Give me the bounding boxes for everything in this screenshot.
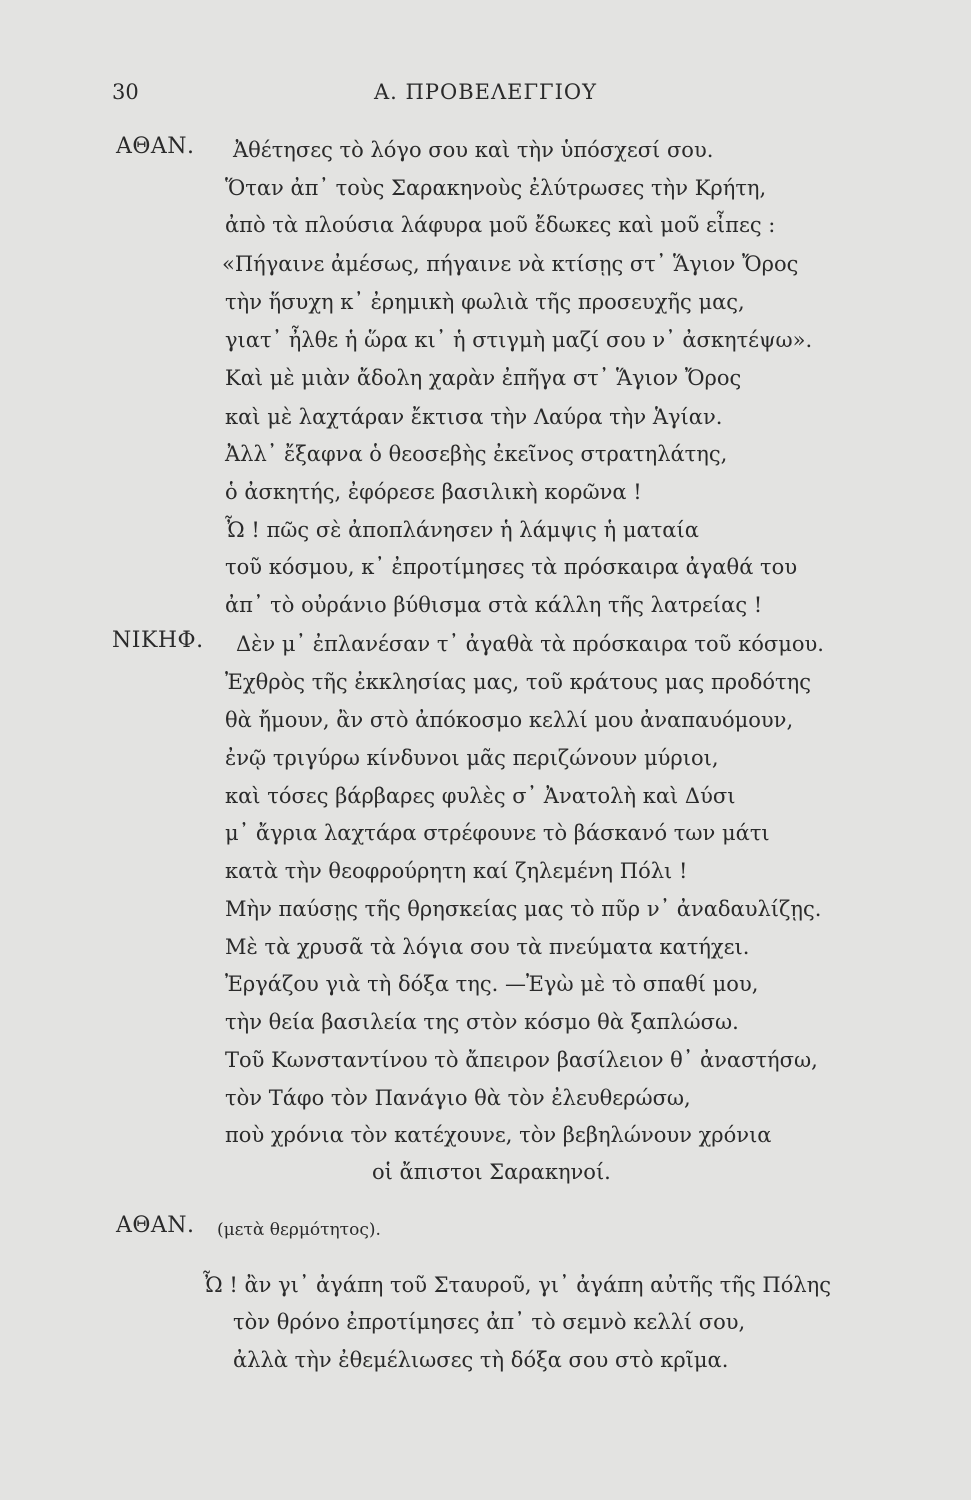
verse-line: τὴν θεία βασιλεία της στὸν κόσμο θὰ ξαπλώσω. xyxy=(225,1010,739,1034)
running-title: Α. ΠΡΟΒΕΛΕΓΓΙΟΥ xyxy=(374,80,597,104)
verse-line: Ἐχθρὸς τῆς ἐκκλησίας μας, τοῦ κράτους μας προδότης xyxy=(225,670,812,694)
speaker-label: ΑΘΑΝ. xyxy=(116,134,195,159)
verse-line: Ἀθέτησες τὸ λόγο σου καὶ τὴν ὑπόσχεσί σου. xyxy=(233,138,714,162)
verse-line: μ᾽ ἄγρια λαχτάρα στρέφουνε τὸ βάσκανό των μάτι xyxy=(225,821,770,845)
page-number: 30 xyxy=(112,80,139,104)
speaker-label: ΝΙΚΗΦ. xyxy=(112,628,204,653)
verse-line: Ὦ ! πῶς σὲ ἀποπλάνησεν ἡ λάμψις ἡ ματαία xyxy=(225,518,699,542)
verse-line: Ἐργάζου γιὰ τὴ δόξα της. —Ἐγὼ μὲ τὸ σπαθί μου, xyxy=(225,972,759,996)
verse-line: Τοῦ Κωνσταντίνου τὸ ἄπειρον βασίλειον θ᾽ ἀναστήσω, xyxy=(225,1048,818,1072)
verse-line: ἐνῷ τριγύρω κίνδυνοι μᾶς περιζώνουν μύριοι, xyxy=(225,746,719,770)
verse-line: ὁ ἀσκητής, ἐφόρεσε βασιλικὴ κορῶνα ! xyxy=(225,480,642,504)
verse-line: ἀλλὰ τὴν ἐθεμέλιωσες τὴ δόξα σου στὸ κρῖμα. xyxy=(233,1348,729,1372)
verse-line: τὸν θρόνο ἐπροτίμησες ἀπ᾽ τὸ σεμνὸ κελλί σου, xyxy=(233,1310,746,1334)
verse-line: Δὲν μ᾽ ἐπλανέσαν τ᾽ ἀγαθὰ τὰ πρόσκαιρα τοῦ κόσμου. xyxy=(236,632,824,656)
verse-line: Ὦ ! ἂν γι᾽ ἀγάπη τοῦ Σταυροῦ, γι᾽ ἀγάπη αὐτῆς τῆς Πόλης xyxy=(203,1273,832,1297)
verse-line: τὸν Τάφο τὸν Πανάγιο θὰ τὸν ἐλευθερώσω, xyxy=(225,1086,691,1110)
verse-line: Μὴν παύσῃς τῆς θρησκείας μας τὸ πῦρ ν᾽ ἀναδαυλίζῃς. xyxy=(225,897,822,921)
verse-line: ἀπ᾽ τὸ οὐράνιο βύθισμα στὰ κάλλη τῆς λατρείας ! xyxy=(225,593,763,617)
verse-line: τὴν ἥσυχη κ᾽ ἐρημικὴ φωλιὰ τῆς προσευχῆς μας, xyxy=(225,290,745,314)
verse-line: τοῦ κόσμου, κ᾽ ἐπροτίμησες τὰ πρόσκαιρα ἀγαθά του xyxy=(225,555,798,579)
verse-line: θὰ ἤμουν, ἂν στὸ ἀπόκοσμο κελλί μου ἀναπαυόμουν, xyxy=(225,708,794,732)
verse-line: Ἀλλ᾽ ἔξαφνα ὁ θεοσεβὴς ἐκεῖνος στρατηλάτης, xyxy=(225,442,728,466)
verse-line: Καὶ μὲ μιὰν ἄδολη χαρὰν ἐπῆγα στ᾽ Ἅγιον Ὄρος xyxy=(225,366,742,390)
verse-line: κατὰ τὴν θεοφρούρητη καί ζηλεμένη Πόλι ! xyxy=(225,859,688,883)
verse-line: γιατ᾽ ἦλθε ἡ ὥρα κι᾽ ἡ στιγμὴ μαζί σου ν᾽ ἀσκητέψω». xyxy=(225,328,813,352)
verse-line: Ὅταν ἀπ᾽ τοὺς Σαρακηνοὺς ἐλύτρωσες τὴν Κρήτη, xyxy=(225,176,767,200)
verse-line: «Πήγαινε ἀμέσως, πήγαινε νὰ κτίσῃς στ᾽ Ἅγιον Ὄρος xyxy=(222,252,799,276)
verse-line: ποὺ χρόνια τὸν κατέχουνε, τὸν βεβηλώνουν χρόνια xyxy=(225,1123,772,1147)
speaker-label: ΑΘΑΝ. xyxy=(116,1213,195,1238)
verse-line: οἱ ἄπιστοι Σαρακηνοί. xyxy=(372,1160,611,1184)
verse-line: Μὲ τὰ χρυσᾶ τὰ λόγια σου τὰ πνεύματα κατήχει. xyxy=(225,935,750,959)
stage-direction: (μετὰ θερμότητος). xyxy=(217,1220,381,1240)
page-header xyxy=(0,80,971,110)
verse-line: καὶ μὲ λαχτάραν ἔκτισα τὴν Λαύρα τὴν Ἁγίαν. xyxy=(225,405,723,429)
verse-line: καὶ τόσες βάρβαρες φυλὲς σ᾽ Ἀνατολὴ καὶ Δύσι xyxy=(225,784,736,808)
verse-line: ἀπὸ τὰ πλούσια λάφυρα μοῦ ἔδωκες καὶ μοῦ εἶπες : xyxy=(225,213,776,237)
